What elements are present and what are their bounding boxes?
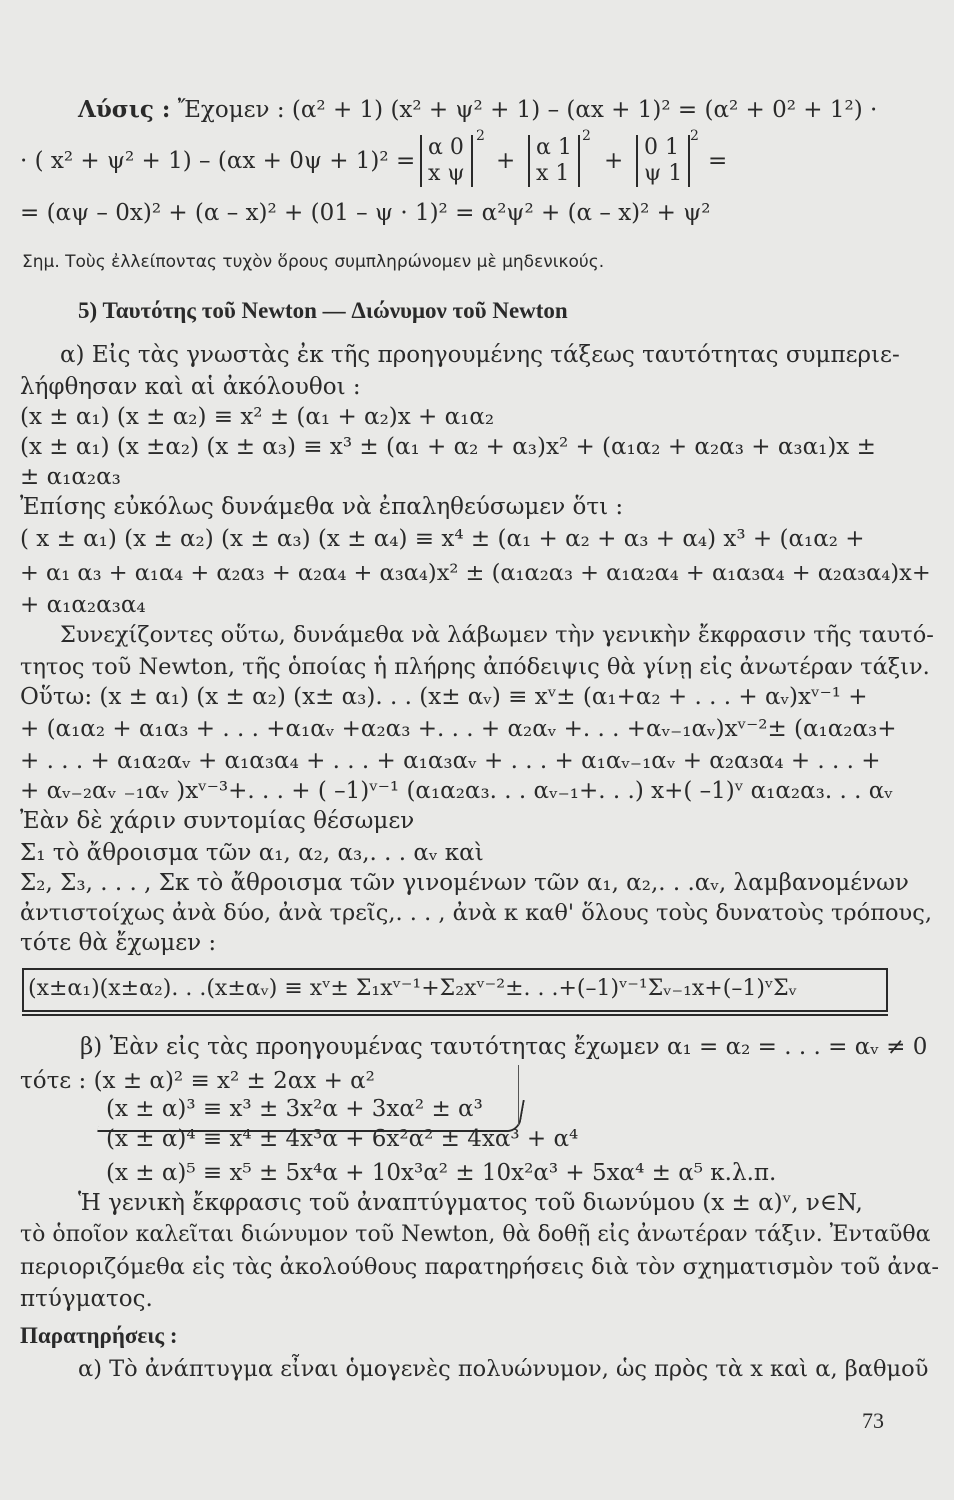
determinant-2: α 1 x 1 [528, 135, 580, 187]
body-line: περιοριζόμεθα εἰς τὰς ἀκολούθους παρατηρήσεις διὰ τὸν σχηματισμὸν τοῦ ἀνα- [20, 1254, 940, 1280]
formula-line: ± α₁α₂α₃ [20, 464, 121, 490]
body-line: Ἐπίσης εὐκόλως δυνάμεθα νὰ ἐπαληθεύσωμεν ὅτι : [20, 494, 624, 520]
plus-sign-1: + [496, 148, 516, 174]
solution-line-3: = (αψ – 0x)² + (α – x)² + (01 – ψ · 1)² = α²ψ² + (α – x)² + ψ² [20, 200, 711, 226]
solution-line-1 [78, 96, 877, 125]
solution-note: Σημ. Τοὺς ἐλλείποντας τυχὸν ὅρους συμπληρώνομεν μὲ μηδενικούς. [22, 252, 605, 272]
body-line: Σ₂, Σ₃, . . . , Σκ τὸ ἄθροισμα τῶν γινομένων τῶν α₁, α₂,. . .αᵥ, λαμβανομένων [20, 870, 909, 896]
body-line: τὸ ὁποῖον καλεῖται διώνυμον τοῦ Newton, θὰ δοθῇ εἰς ἀνωτέραν τάξιν. Ἐνταῦθα [20, 1222, 931, 1247]
determinant-1: α 0 x ψ [420, 135, 473, 187]
formula-line: (x ± α)⁴ ≡ x⁴ ± 4x³α + 6x²α² ± 4xα³ + α⁴ [106, 1126, 579, 1152]
solution-label: Λύσις : [78, 96, 171, 123]
remark-a: α) Τὸ ἀνάπτυγμα εἶναι ὁμογενὲς πολυώνυμον, ὡς πρὸς τὰ x καὶ α, βαθμοῦ [78, 1356, 929, 1382]
equals-sign: = [708, 148, 728, 174]
page-number: 73 [862, 1408, 884, 1433]
formula-line: + . . . + α₁α₂αᵥ + α₁α₃α₄ + . . . + α₁α₃αᵥ + . . . + α₁αᵥ₋₁αᵥ + α₂α₃α₄ + . . . + [20, 748, 881, 774]
body-line: Ἐὰν δὲ χάριν συντομίας θέσωμεν [20, 808, 415, 834]
body-line: τητος τοῦ Newton, τῆς ὁποίας ἡ πλήρης ἀπόδειψις θὰ γίνῃ εἰς ἀνωτέραν τάξιν. [20, 654, 930, 680]
formula-line: (x ± α)³ ≡ x³ ± 3x²α + 3xα² ± α³ [106, 1096, 483, 1122]
formula-line: (x ± α)⁵ ≡ x⁵ ± 5x⁴α + 10x³α² ± 10x²α³ + 5xα⁴ ± α⁵ κ.λ.π. [106, 1160, 777, 1186]
determinant-3-exponent: 2 [690, 128, 699, 144]
pencil-mark [518, 1065, 519, 1125]
formula-line: + α₁ α₃ + α₁α₄ + α₂α₃ + α₂α₄ + α₃α₄)x² ± (α₁α₂α₃ + α₁α₂α₄ + α₁α₃α₄ + α₂α₃α₄)x+ [20, 560, 931, 586]
remarks-title: Παρατηρήσεις : [20, 1323, 178, 1348]
determinant-3: 0 1 ψ 1 [636, 135, 690, 187]
body-line: τότε θὰ ἔχωμεν : [20, 930, 217, 956]
plus-sign-2: + [604, 148, 624, 174]
body-line: λήφθησαν καὶ αἱ ἀκόλουθοι : [20, 374, 361, 400]
formula-line: τότε : (x ± α)² ≡ x² ± 2αx + α² [20, 1068, 375, 1094]
formula-line: + (α₁α₂ + α₁α₃ + . . . +α₁αᵥ +α₂α₃ +. . . + α₂αᵥ +. . . +αᵥ₋₁αᵥ)xᵛ⁻²± (α₁α₂α₃+ [20, 716, 897, 742]
formula-line: + αᵥ₋₂αᵥ ₋₁αᵥ )xᵛ⁻³+. . . + ( –1)ᵛ⁻¹ (α₁α₂α₃. . . αᵥ₋₁+. . .) x+( –1)ᵛ α₁α₂α₃. . . αᵥ [20, 778, 893, 804]
determinant-1-exponent: 2 [476, 128, 485, 144]
determinant-2-exponent: 2 [582, 128, 591, 144]
formula-line: ( x ± α₁) (x ± α₂) (x ± α₃) (x ± α₄) ≡ x⁴ ± (α₁ + α₂ + α₃ + α₄) x³ + (α₁α₂ + [20, 526, 865, 552]
body-line: β) Ἐὰν εἰς τὰς προηγουμένας ταυτότητας ἔχωμεν α₁ = α₂ = . . . = αᵥ ≠ 0 [80, 1034, 928, 1060]
body-line: πτύγματος. [20, 1286, 153, 1312]
boxed-formula: (x±α₁)(x±α₂). . .(x±αᵥ) ≡ xᵛ± Σ₁xᵛ⁻¹+Σ₂xᵛ⁻²±. . .+(–1)ᵛ⁻¹Σᵥ₋₁x+(–1)ᵛΣᵥ [22, 968, 888, 1012]
solution-line-2: · ( x² + ψ² + 1) – (αx + 0ψ + 1)² = [20, 148, 416, 174]
body-line: Ἡ γενικὴ ἔκφρασις τοῦ ἀναπτύγματος τοῦ διωνύμου (x ± α)ᵛ, ν∈N, [78, 1190, 863, 1216]
formula-line: (x ± α₁) (x ± α₂) ≡ x² ± (α₁ + α₂)x + α₁α₂ [20, 404, 495, 430]
body-line: α) Εἰς τὰς γνωστὰς ἐκ τῆς προηγουμένης τάξεως ταυτότητας συμπεριε- [60, 342, 900, 368]
section-title: 5) Ταυτότης τοῦ Newton — Διώνυμον τοῦ Newton [78, 298, 568, 323]
formula-line: Οὕτω: (x ± α₁) (x ± α₂) (x± α₃). . . (x± αᵥ) ≡ xᵛ± (α₁+α₂ + . . . + αᵥ)xᵛ⁻¹ + [20, 684, 868, 710]
formula-line: (x ± α₁) (x ±α₂) (x ± α₃) ≡ x³ ± (α₁ + α₂ + α₃)x² + (α₁α₂ + α₂α₃ + α₃α₁)x ± [20, 434, 876, 460]
body-line: Σ₁ τὸ ἄθροισμα τῶν α₁, α₂, α₃,. . . αᵥ καὶ [20, 840, 484, 866]
body-line: ἀντιστοίχως ἀνὰ δύο, ἀνὰ τρεῖς,. . . , ἀνὰ κ καθ' ὅλους τοὺς δυνατοὺς τρόπους, [20, 900, 932, 926]
body-line: Συνεχίζοντες οὕτω, δυνάμεθα νὰ λάβωμεν τὴν γενικὴν ἔκφρασιν τῆς ταυτό- [60, 622, 934, 648]
solution-text-1: Ἔχομεν : (α² + 1) (x² + ψ² + 1) – (αx + 1)² = (α² + 0² + 1²) · [177, 97, 878, 123]
formula-line: + α₁α₂α₃α₄ [20, 592, 146, 618]
